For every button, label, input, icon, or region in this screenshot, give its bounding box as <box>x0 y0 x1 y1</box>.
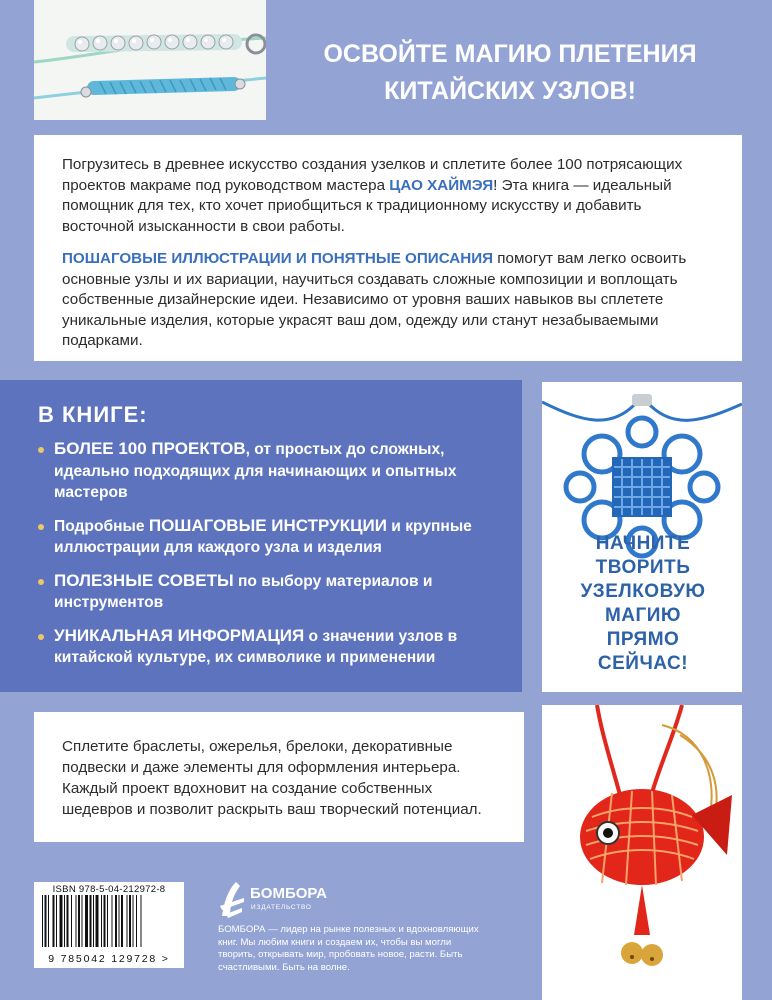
cta-line: ПРЯМО <box>606 629 680 650</box>
publisher-name: БОМБОРА <box>250 885 327 902</box>
headline-line-2: КИТАЙСКИХ УЗЛОВ! <box>384 77 636 105</box>
barcode-bar <box>107 895 108 947</box>
ean-digits: 9 785042 129728 > <box>48 953 170 965</box>
author-name: ЦАО ХАЙМЭЯ <box>389 176 494 194</box>
barcode-bar <box>42 895 43 947</box>
intro-text-end: ! Эта книга — идеальный помощник для тех, кто хочет приобщиться к традиционному искусству и добавить восточной изысканности в свои работы. <box>62 176 672 235</box>
barcode-bar <box>133 895 134 947</box>
item-text: , от простых до сложных, идеально подходящих для начинающих и опытных мастеров <box>54 441 457 501</box>
barcode-bar <box>101 895 102 947</box>
barcode-bar <box>48 895 49 947</box>
projects-box <box>34 712 524 842</box>
red-fish-knot-photo <box>542 705 742 1000</box>
cta-line: УЗЕЛКОВУЮ <box>580 581 706 602</box>
barcode-bar <box>96 895 99 947</box>
barcode-bar <box>82 895 83 947</box>
item-highlight: ПОШАГОВЫЕ ИНСТРУКЦИИ <box>148 515 387 535</box>
publisher-tagline: ИЗДАТЕЛЬСТВО <box>251 904 312 911</box>
barcode-bar <box>119 895 120 947</box>
barcode-bar <box>71 895 72 947</box>
bullet-icon <box>38 634 44 640</box>
bracelet-photo <box>34 0 266 120</box>
list-item <box>38 515 496 559</box>
intro-paragraph-2 <box>62 249 714 352</box>
barcode-bar <box>78 895 80 947</box>
item-text: о значении узлов в китайской культуре, их символике и применении <box>54 627 458 666</box>
bullet-icon <box>38 447 44 453</box>
barcode-bar <box>129 895 131 947</box>
headline-line-1: ОСВОЙТЕ МАГИЮ ПЛЕТЕНИЯ <box>323 40 697 68</box>
barcode-bar <box>93 895 94 947</box>
item-highlight: ПОЛЕЗНЫЕ СОВЕТЫ <box>54 570 234 590</box>
barcode-bar <box>45 895 47 947</box>
item-text: по выбору материалов и инструментов <box>54 572 433 611</box>
item-highlight: БОЛЕЕ 100 ПРОЕКТОВ <box>54 439 246 458</box>
publisher-note: БОМБОРА — лидер на рынке полезных и вдохновляющих книг. Мы любим книги и создаем их, чтобы вы могли творить, открывать мир, пробовать новое, расти. Быть счастливыми. Быть на волне. <box>218 924 479 973</box>
cta-line: ТВОРИТЬ <box>595 557 691 578</box>
list-item <box>38 438 496 504</box>
projects-text: Сплетите браслеты, ожерелья, брелоки, декоративные подвески и даже элементы для оформления интерьера. Каждый проект вдохновит на создание собственных шедевров и позволит раскрыть ваш творческий потенциал. <box>62 738 482 818</box>
intro-paragraph-1 <box>62 155 714 237</box>
list-item <box>38 570 496 614</box>
item-highlight: УНИКАЛЬНАЯ ИНФОРМАЦИЯ <box>54 625 305 645</box>
cta-line: СЕЙЧАС! <box>597 653 689 674</box>
isbn-label: ISBN 978-5-04-212972-8 <box>52 884 166 895</box>
barcode <box>34 882 184 968</box>
barcode-bar <box>67 895 69 947</box>
in-book-title: В КНИГЕ: <box>38 402 148 427</box>
list-item <box>38 625 496 669</box>
intro-highlight: ПОШАГОВЫЕ ИЛЛЮСТРАЦИИ И ПОНЯТНЫЕ ОПИСАНИЯ <box>62 250 494 267</box>
call-to-action <box>545 532 741 676</box>
barcode-bar <box>85 895 88 947</box>
barcode-bars <box>40 895 178 947</box>
barcode-bar <box>127 895 128 947</box>
barcode-bar <box>53 895 55 947</box>
intro-paragraph-2-text: помогут вам легко освоить основные узлы и их вариации, научиться создавать сложные композиции и воплощать собственные дизайнерские идеи. Независимо от уровня ваших навыков вы сплетете уникальные изделия, которые украсят ваш дом, одежду или станут незабываемыми подарками. <box>62 250 687 349</box>
barcode-bar <box>56 895 57 947</box>
bullet-icon <box>38 579 44 585</box>
intro-box <box>34 135 742 361</box>
intro-text-start: Погрузитесь в древнее искусство создания узелков и сплетите более 100 потрясающих проектов макраме под руководством мастера <box>62 156 683 194</box>
barcode-bar <box>136 895 137 947</box>
in-book-box <box>0 380 522 692</box>
bullet-icon <box>38 524 44 530</box>
publisher-logo <box>218 876 338 920</box>
barcode-bar <box>90 895 92 947</box>
barcode-bar <box>104 895 106 947</box>
barcode-bar <box>141 895 142 947</box>
barcode-bar <box>112 895 113 947</box>
cta-line: МАГИЮ <box>604 605 682 626</box>
headline <box>290 36 730 110</box>
item-text: и крупные иллюстрации для каждого узла и изделия <box>54 517 472 556</box>
in-book-list <box>38 438 496 669</box>
barcode-bar <box>60 895 63 947</box>
item-lead: Подробные <box>54 517 149 535</box>
barcode-bar <box>121 895 123 947</box>
barcode-bar <box>115 895 117 947</box>
cta-line: НАЧНИТЕ <box>595 533 691 554</box>
barcode-bar <box>76 895 77 947</box>
barcode-bar <box>64 895 65 947</box>
